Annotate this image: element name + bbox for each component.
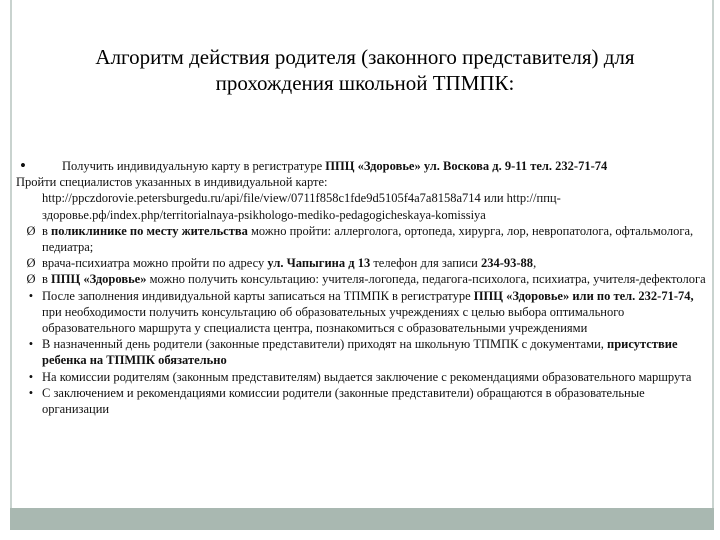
- list-item-organizations: • С заключением и рекомендациями комиссии родители (законные представители) обращаются в образовательные организации: [16, 385, 714, 417]
- algorithm-list: [16, 158, 714, 417]
- list-item-appointment-day: • В назначенный день родители (законные представители) приходят на школьную ТПМПК с документами, присутствие ребенка на ТПМПК обязательно: [16, 336, 714, 368]
- list-item-consultation: Ø в ППЦ «Здоровье» можно получить консультацию: учителя-логопеда, педагога-психолога, психиатра, учителя-дефектолога: [16, 271, 714, 287]
- list-item-polyclinic: Ø в поликлинике по месту жительства можно пройти: аллерголога, ортопеда, хирурга, лор, невропатолога, офтальмолога, педиатра;: [16, 223, 714, 255]
- bullet-icon: •: [28, 369, 34, 384]
- arrow-bullet-icon: Ø: [26, 256, 36, 271]
- slide-frame-left: [10, 0, 12, 530]
- bullet-icon: •: [20, 156, 26, 175]
- arrow-bullet-icon: Ø: [26, 272, 36, 287]
- slide-bottom-band: [10, 508, 714, 530]
- specialists-url: http://ppczdorovie.petersburgedu.ru/api/file/view/0711f858c1fde9d5105f4a7a8158a714 или http://ппц-здоровье.рф/index.php/territorialnaya-psikhologo-mediko-pedagogicheskaya-komissiya: [42, 191, 561, 222]
- list-item-registration: • После заполнения индивидуальной карты записаться на ТПМПК в регистратуре ППЦ «Здоровье» или по тел. 232-71-74, при необходимости получить консультацию об образовательных учреждениях с целью выбора оптимального образовательного маршрута у специалиста центра, познакомиться с образовательными учреждениями: [16, 288, 714, 337]
- title-line-2: прохождения школьной ТПМПК:: [215, 71, 515, 95]
- list-item-individual-card: • Получить индивидуальную карту в регистратуре ППЦ «Здоровье» ул. Воскова д. 9-11 тел. 232-71-74: [16, 158, 714, 174]
- list-item-specialists: [16, 174, 714, 223]
- bullet-icon: •: [28, 337, 34, 352]
- specialists-lead: Пройти специалистов указанных в индивидуальной карте:: [16, 175, 328, 190]
- list-item-conclusion: • На комиссии родителям (законным представителям) выдается заключение с рекомендациями образовательного маршрута: [16, 369, 714, 385]
- list-item-psychiatrist: Ø врача-психиатра можно пройти по адресу ул. Чапыгина д 13 телефон для записи 234-93-88,: [16, 255, 714, 271]
- bullet-icon: •: [28, 288, 34, 303]
- bullet-icon: •: [28, 385, 34, 400]
- slide-title: [20, 44, 710, 96]
- title-line-1: Алгоритм действия родителя (законного представителя) для: [95, 45, 635, 69]
- arrow-bullet-icon: Ø: [26, 223, 36, 238]
